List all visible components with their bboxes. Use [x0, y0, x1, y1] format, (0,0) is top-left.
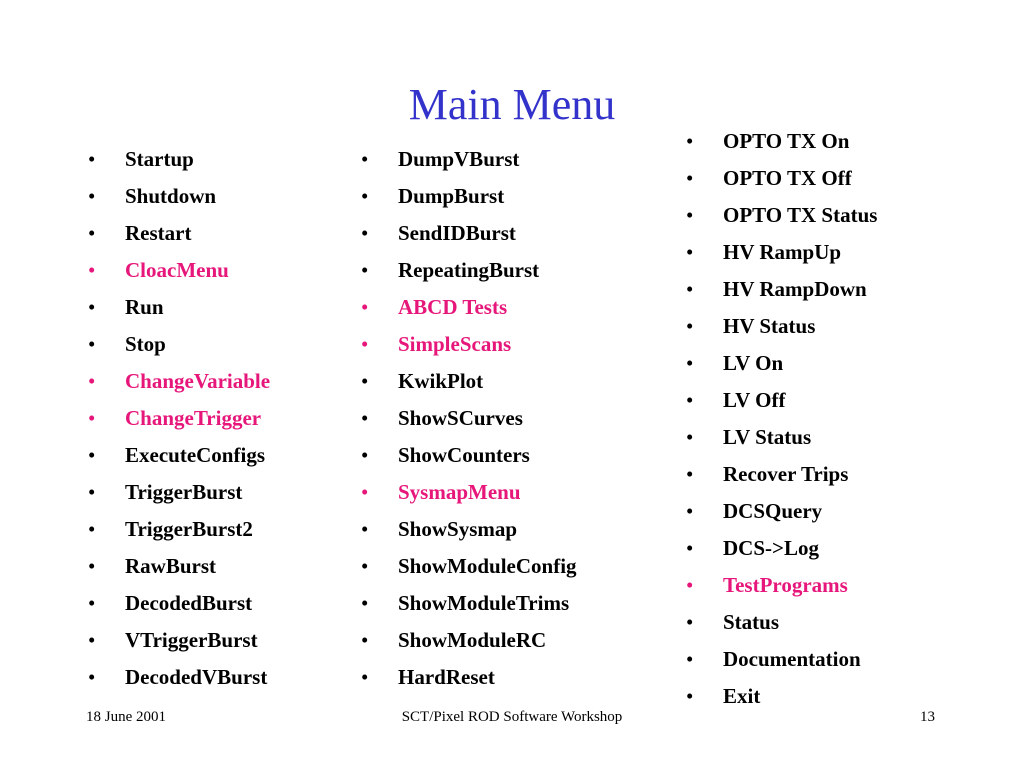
menu-item-label: DCSQuery — [723, 499, 823, 523]
bullet-icon: • — [361, 221, 369, 245]
bullet-icon: • — [88, 369, 96, 393]
bullet-icon: • — [686, 536, 694, 560]
menu-item-label: DumpVBurst — [398, 147, 520, 171]
menu-item-label: ABCD Tests — [398, 295, 508, 319]
menu-item — [88, 660, 270, 697]
bullet-icon: • — [361, 517, 369, 541]
bullet-icon: • — [686, 129, 694, 153]
menu-item-label: DumpBurst — [398, 184, 505, 208]
bullet-icon: • — [88, 258, 96, 282]
menu-item-label: Restart — [125, 221, 192, 245]
menu-item — [361, 216, 577, 253]
bullet-icon: • — [88, 443, 96, 467]
menu-item-label: ShowModuleRC — [398, 628, 547, 652]
menu-item — [686, 309, 877, 346]
menu-item-label: OPTO TX Off — [723, 166, 852, 190]
bullet-icon: • — [361, 443, 369, 467]
bullet-icon: • — [686, 610, 694, 634]
bullet-icon: • — [361, 480, 369, 504]
bullet-icon: • — [686, 462, 694, 486]
menu-item — [361, 586, 577, 623]
bullet-icon: • — [686, 499, 694, 523]
menu-item-label: DCS->Log — [723, 536, 819, 560]
menu-item — [88, 623, 270, 660]
menu-item-label: Run — [125, 295, 164, 319]
menu-item-label: ShowCounters — [398, 443, 530, 467]
bullet-icon: • — [686, 240, 694, 264]
menu-item — [88, 290, 270, 327]
bullet-icon: • — [361, 147, 369, 171]
menu-item-label: HV Status — [723, 314, 816, 338]
bullet-icon: • — [361, 406, 369, 430]
menu-item — [361, 253, 577, 290]
menu-item — [361, 438, 577, 475]
bullet-icon: • — [361, 369, 369, 393]
footer-event: SCT/Pixel ROD Software Workshop — [401, 709, 623, 725]
menu-item — [88, 364, 270, 401]
bullet-icon: • — [686, 166, 694, 190]
footer-page-number: 13 — [920, 709, 935, 725]
menu-item — [88, 512, 270, 549]
menu-item — [88, 438, 270, 475]
bullet-icon: • — [361, 628, 369, 652]
menu-item — [361, 512, 577, 549]
menu-item — [361, 290, 577, 327]
menu-item-label: LV Off — [723, 388, 786, 412]
menu-item-label: SysmapMenu — [398, 480, 521, 504]
menu-item — [686, 531, 877, 568]
menu-item — [88, 401, 270, 438]
menu-item — [686, 272, 877, 309]
menu-item — [361, 401, 577, 438]
bullet-icon: • — [361, 258, 369, 282]
menu-item-label: ShowSysmap — [398, 517, 518, 541]
bullet-icon: • — [686, 314, 694, 338]
menu-item — [361, 364, 577, 401]
menu-item-label: Stop — [125, 332, 166, 356]
bullet-icon: • — [361, 591, 369, 615]
menu-item-label: Startup — [125, 147, 194, 171]
bullet-icon: • — [88, 184, 96, 208]
menu-item-label: ChangeTrigger — [125, 406, 262, 430]
bullet-icon: • — [686, 684, 694, 708]
menu-column-1 — [88, 142, 270, 697]
menu-item-label: OPTO TX Status — [723, 203, 878, 227]
menu-item-label: CloacMenu — [125, 258, 229, 282]
menu-item — [361, 179, 577, 216]
menu-item — [686, 161, 877, 198]
menu-item — [88, 216, 270, 253]
menu-item-label: KwikPlot — [398, 369, 484, 393]
menu-item-label: TestPrograms — [723, 573, 848, 597]
bullet-icon: • — [88, 332, 96, 356]
menu-item-label: TriggerBurst — [125, 480, 243, 504]
menu-item — [686, 457, 877, 494]
menu-item-label: Recover Trips — [723, 462, 849, 486]
menu-item-label: HardReset — [398, 665, 495, 689]
menu-item-label: RawBurst — [125, 554, 217, 578]
bullet-icon: • — [361, 332, 369, 356]
bullet-icon: • — [686, 203, 694, 227]
bullet-icon: • — [686, 647, 694, 671]
menu-item — [88, 142, 270, 179]
menu-item — [88, 253, 270, 290]
menu-item-label: ChangeVariable — [125, 369, 271, 393]
menu-item — [88, 586, 270, 623]
menu-item — [361, 623, 577, 660]
menu-item-label: SimpleScans — [398, 332, 512, 356]
bullet-icon: • — [88, 147, 96, 171]
menu-item — [361, 475, 577, 512]
menu-item — [686, 568, 877, 605]
menu-item — [361, 660, 577, 697]
menu-item-label: Shutdown — [125, 184, 217, 208]
menu-item — [361, 327, 577, 364]
bullet-icon: • — [88, 554, 96, 578]
menu-item — [88, 179, 270, 216]
menu-item-label: LV On — [723, 351, 784, 375]
bullet-icon: • — [686, 388, 694, 412]
menu-item — [88, 475, 270, 512]
bullet-icon: • — [88, 628, 96, 652]
menu-item-label: LV Status — [723, 425, 812, 449]
slide-title: Main Menu — [408, 80, 616, 129]
menu-item-label: DecodedVBurst — [125, 665, 268, 689]
bullet-icon: • — [361, 554, 369, 578]
menu-item-label: DecodedBurst — [125, 591, 253, 615]
menu-item-label: Exit — [723, 684, 761, 708]
menu-item-label: ShowSCurves — [398, 406, 523, 430]
menu-item — [686, 494, 877, 531]
bullet-icon: • — [88, 591, 96, 615]
menu-item-label: Status — [723, 610, 780, 634]
menu-item — [686, 383, 877, 420]
menu-item — [88, 327, 270, 364]
menu-item — [686, 124, 877, 161]
bullet-icon: • — [686, 425, 694, 449]
menu-item-label: RepeatingBurst — [398, 258, 540, 282]
bullet-icon: • — [686, 351, 694, 375]
bullet-icon: • — [88, 406, 96, 430]
menu-item-label: HV RampUp — [723, 240, 842, 264]
menu-item — [686, 605, 877, 642]
menu-item-label: ShowModuleTrims — [398, 591, 570, 615]
menu-item-label: HV RampDown — [723, 277, 867, 301]
menu-item — [686, 198, 877, 235]
bullet-icon: • — [88, 665, 96, 689]
menu-item-label: ShowModuleConfig — [398, 554, 577, 578]
menu-item-label: ExecuteConfigs — [125, 443, 265, 467]
menu-column-2 — [361, 142, 577, 697]
menu-item — [686, 235, 877, 272]
menu-item — [361, 549, 577, 586]
bullet-icon: • — [88, 221, 96, 245]
menu-item — [361, 142, 577, 179]
menu-item-label: Documentation — [723, 647, 861, 671]
menu-item-label: TriggerBurst2 — [125, 517, 253, 541]
menu-item — [686, 420, 877, 457]
bullet-icon: • — [361, 665, 369, 689]
bullet-icon: • — [686, 573, 694, 597]
menu-item-label: SendIDBurst — [398, 221, 516, 245]
bullet-icon: • — [361, 184, 369, 208]
menu-item-label: VTriggerBurst — [125, 628, 258, 652]
bullet-icon: • — [88, 480, 96, 504]
menu-item — [686, 642, 877, 679]
bullet-icon: • — [361, 295, 369, 319]
bullet-icon: • — [686, 277, 694, 301]
bullet-icon: • — [88, 517, 96, 541]
menu-column-3 — [686, 124, 877, 716]
menu-item — [88, 549, 270, 586]
bullet-icon: • — [88, 295, 96, 319]
menu-item — [686, 346, 877, 383]
footer-date: 18 June 2001 — [86, 709, 166, 725]
menu-item-label: OPTO TX On — [723, 129, 850, 153]
